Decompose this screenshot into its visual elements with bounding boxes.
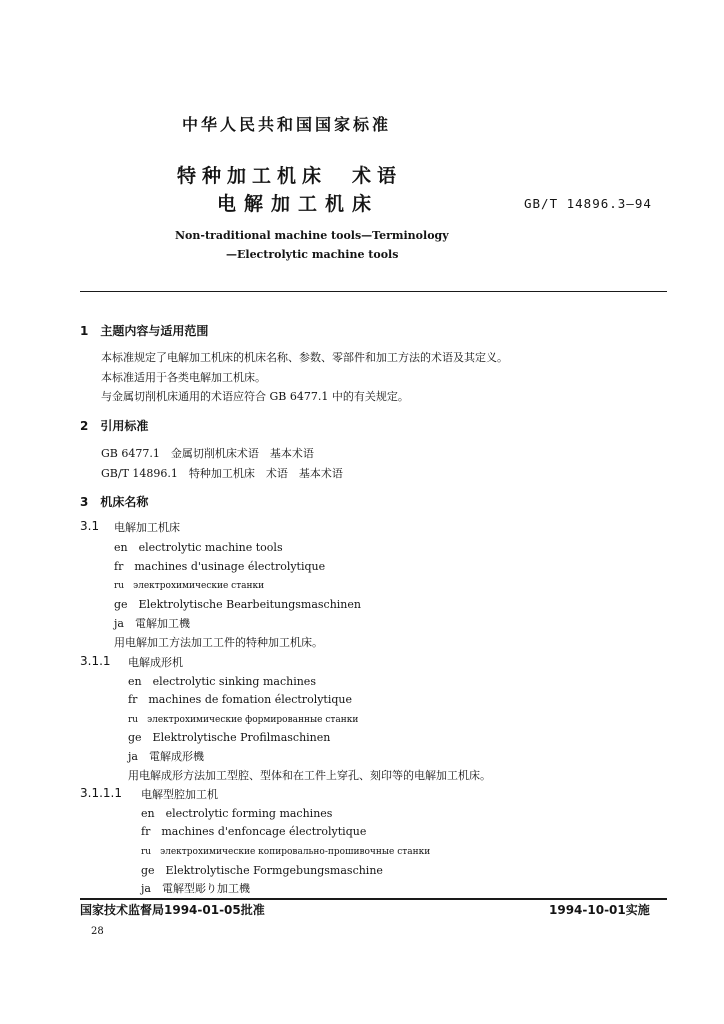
term-3-1-ge: ge Elektrolytische Bearbeitungsmaschinen bbox=[114, 598, 361, 611]
header-rule bbox=[80, 291, 667, 292]
term-3-1-1-definition: 用电解成形方法加工型腔、型体和在工件上穿孔、刻印等的电解加工机床。 bbox=[128, 769, 491, 782]
term-3-1-1-name: 电解成形机 bbox=[128, 656, 183, 669]
term-3-1-1-fr: fr machines de fomation électrolytique bbox=[128, 693, 352, 706]
page-number: 28 bbox=[91, 926, 104, 937]
term-3-1-1-ge: ge Elektrolytische Profilmaschinen bbox=[128, 731, 331, 744]
section-1-heading: 1 主题内容与适用范围 bbox=[80, 324, 209, 338]
footer-rule bbox=[80, 898, 667, 900]
term-3-1-1-1-fr: fr machines d'enfoncage électrolytique bbox=[141, 825, 367, 838]
standard-number: GB/T 14896.3—94 bbox=[524, 196, 652, 211]
term-3-1-1-en: en electrolytic sinking machines bbox=[128, 675, 316, 688]
term-3-1-ja: ja 電解加工機 bbox=[114, 617, 190, 630]
section-3-heading: 3 机床名称 bbox=[80, 495, 149, 509]
term-3-1-en: en electrolytic machine tools bbox=[114, 541, 283, 554]
term-3-1-1-1-ja: ja 電解型彫り加工機 bbox=[141, 882, 250, 895]
term-3-1-definition: 用电解加工方法加工工件的特种加工机床。 bbox=[114, 636, 323, 649]
section-1-paragraph-3: 与金属切削机床通用的术语应符合 GB 6477.1 中的有关规定。 bbox=[101, 390, 409, 403]
term-3-1-1-number: 3.1.1 bbox=[80, 654, 111, 668]
standard-title-line2: 电解加工机床 bbox=[217, 193, 380, 215]
standard-title-line1: 特种加工机床 术语 bbox=[177, 165, 403, 187]
english-title-line1: Non-traditional machine tools—Terminology bbox=[175, 229, 449, 242]
term-3-1-number: 3.1 bbox=[80, 519, 100, 533]
term-3-1-1-1-number: 3.1.1.1 bbox=[80, 786, 122, 800]
term-3-1-1-ja: ja 電解成形機 bbox=[128, 750, 204, 763]
section-1-paragraph-2: 本标准适用于各类电解加工机床。 bbox=[101, 371, 266, 384]
term-3-1-ru: ru электрохимические станки bbox=[114, 581, 265, 591]
term-3-1-1-1-name: 电解型腔加工机 bbox=[141, 788, 218, 801]
term-3-1-1-1-en: en electrolytic forming machines bbox=[141, 807, 333, 820]
approval-date: 国家技术监督局1994-01-05批准 bbox=[80, 903, 265, 917]
term-3-1-name: 电解加工机床 bbox=[114, 521, 180, 534]
english-title-line2: —Electrolytic machine tools bbox=[226, 248, 399, 261]
term-3-1-1-ru: ru электрохимические формированные станки bbox=[128, 715, 359, 725]
reference-1: GB 6477.1 金属切削机床术语 基本术语 bbox=[101, 447, 314, 460]
effective-date: 1994-10-01实施 bbox=[549, 903, 650, 917]
reference-2: GB/T 14896.1 特种加工机床 术语 基本术语 bbox=[101, 467, 343, 480]
term-3-1-fr: fr machines d'usinage électrolytique bbox=[114, 560, 326, 573]
national-standard-title: 中华人民共和国国家标准 bbox=[182, 115, 392, 134]
term-3-1-1-1-ge: ge Elektrolytische Formgebungsmaschine bbox=[141, 864, 383, 877]
section-1-paragraph-1: 本标准规定了电解加工机床的机床名称、参数、零部件和加工方法的术语及其定义。 bbox=[101, 351, 508, 364]
term-3-1-1-1-ru: ru электрохимические копировально-прошивочные станки bbox=[141, 847, 431, 857]
section-2-heading: 2 引用标准 bbox=[80, 419, 149, 433]
